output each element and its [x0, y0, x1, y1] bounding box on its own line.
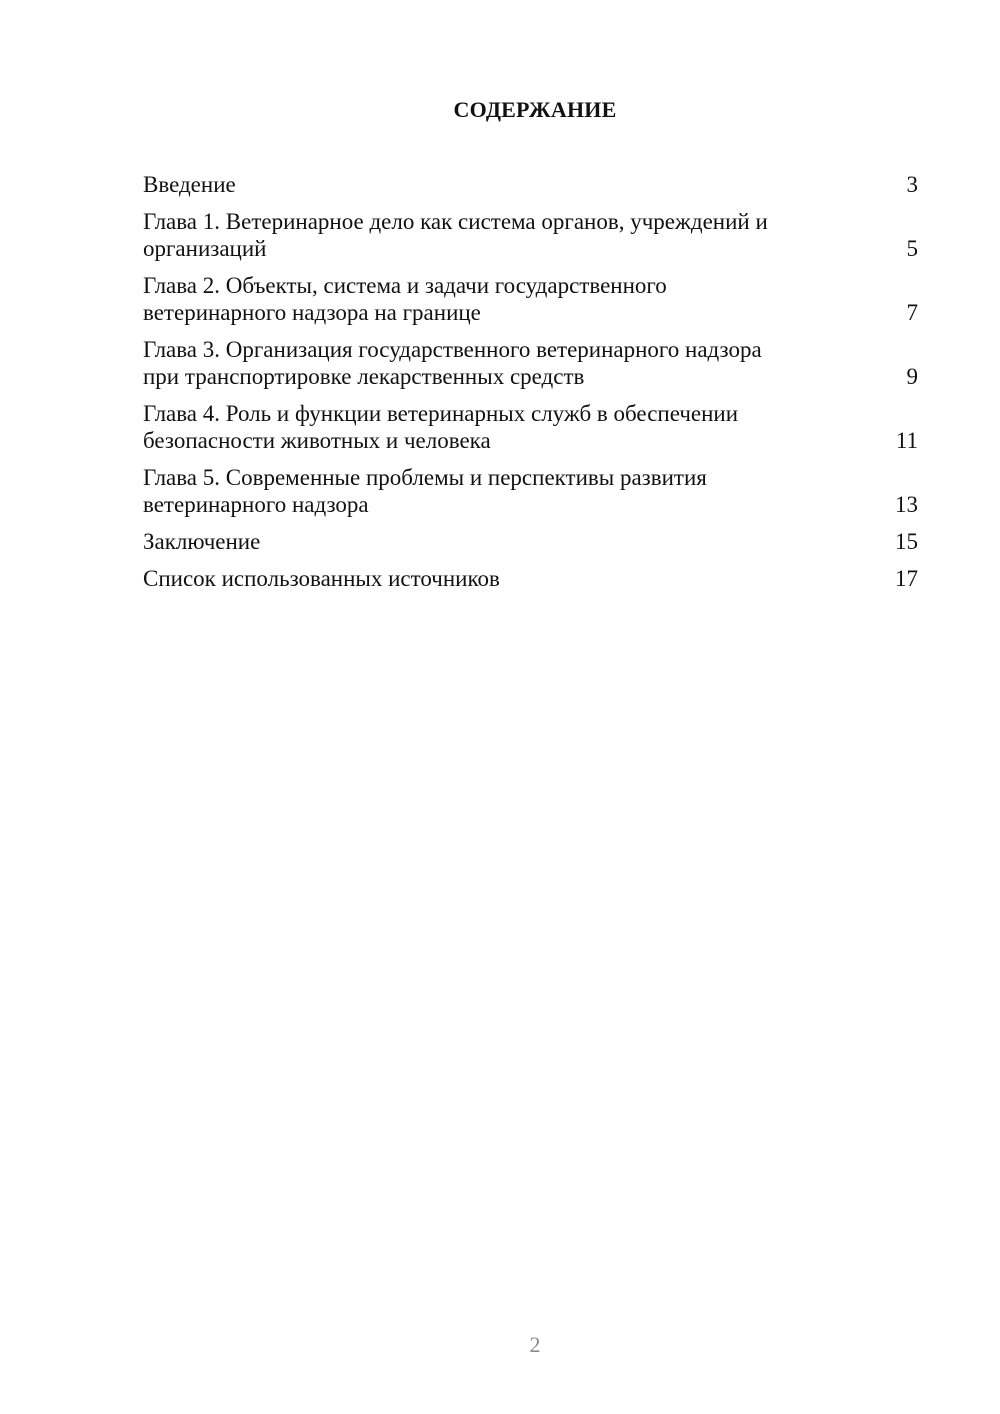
toc-entry-title [143, 464, 707, 518]
toc-entry-line: ветеринарного надзора на границе [143, 300, 481, 325]
toc-entry-title [143, 336, 762, 390]
toc-entry [143, 464, 918, 518]
toc-entry-line: при транспортировке лекарственных средств [143, 364, 585, 389]
toc-title: СОДЕРЖАНИЕ [453, 97, 617, 122]
toc-entry-title [143, 400, 738, 454]
toc-entry-title [143, 272, 667, 326]
toc-entry [143, 171, 918, 198]
toc-entry-page: 5 [906, 236, 918, 261]
toc-entry-line: Заключение [143, 529, 261, 554]
toc-entry-line: Список использованных источников [143, 566, 500, 591]
toc-entry-line: ветеринарного надзора [143, 492, 369, 517]
toc-entry [143, 272, 918, 326]
toc-entry-page: 3 [906, 172, 918, 197]
page-number: 2 [529, 1332, 541, 1357]
toc-entry [143, 565, 918, 592]
toc-entry-line: безопасности животных и человека [143, 428, 491, 453]
toc-entry-line: Глава 5. Современные проблемы и перспективы развития [143, 465, 707, 490]
toc-entry [143, 528, 918, 555]
toc-entry-line: Глава 3. Организация государственного ветеринарного надзора [143, 337, 762, 362]
toc-entry-page: 11 [895, 428, 918, 453]
toc-entry-title [143, 528, 260, 555]
toc-entry-title [143, 565, 500, 592]
toc-entry-line: Введение [143, 172, 236, 197]
toc-entry [143, 208, 918, 262]
toc-entry [143, 336, 918, 390]
toc-entry-line: организаций [143, 236, 267, 261]
toc-entry-page: 17 [895, 566, 918, 591]
toc-entry-line: Глава 2. Объекты, система и задачи государственного [143, 273, 667, 298]
toc-entry-page: 13 [895, 492, 918, 517]
toc-entry-line: Глава 4. Роль и функции ветеринарных служб в обеспечении [143, 401, 739, 426]
toc-entry-title [143, 208, 768, 262]
toc-entry-line: Глава 1. Ветеринарное дело как система органов, учреждений и [143, 209, 768, 234]
toc-entry [143, 400, 918, 454]
toc-entry-page: 15 [895, 529, 918, 554]
toc-entry-page: 7 [906, 300, 918, 325]
toc-entry-page: 9 [906, 364, 918, 389]
table-of-contents [143, 171, 918, 602]
toc-entry-title [143, 171, 236, 198]
